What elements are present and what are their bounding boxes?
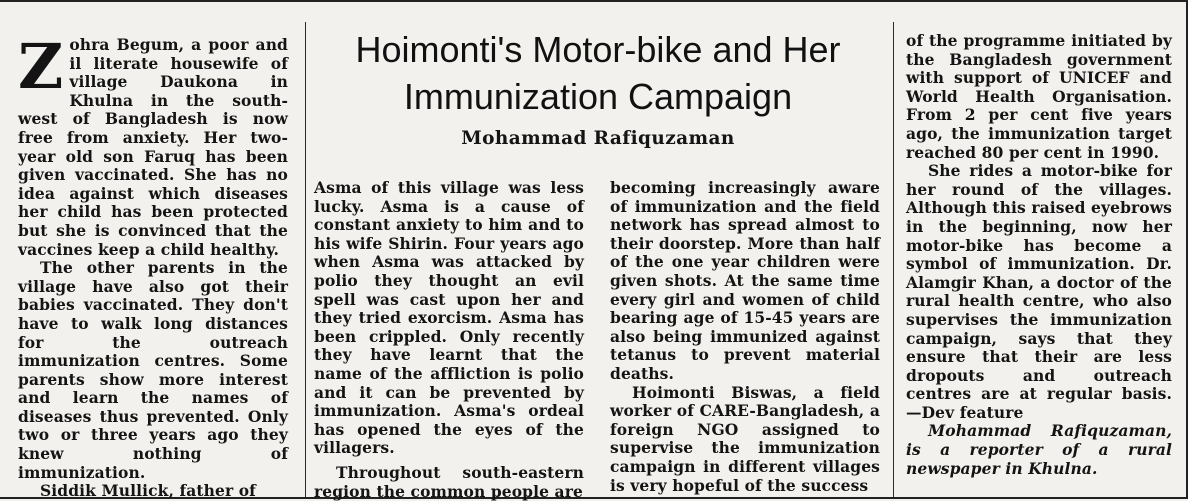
paragraph: Asma of this village was less lucky. Asma is a cause of constant anxiety to him and to his wife Shirin. Four years ago when Asma was attacked by polio they thought an evil spell was cast upon her and they tried exorcism. Asma has been crippled. Only recently they have learnt that the name of the affliction is polio and it can be prevented by immunization. Asma's ordeal has opened the eyes of the villagers. — [314, 178, 584, 458]
column-3 — [610, 179, 880, 495]
paragraph: Hoimonti Biswas, a field worker of CARE-Bangladesh, a foreign NGO assigned to supervise the immunization campaign in different villages is very hopeful of the success — [610, 382, 880, 495]
article-headline — [318, 26, 878, 120]
column-rule-2 — [893, 22, 894, 497]
column-1 — [18, 30, 288, 501]
paragraph: becoming increasingly aware of immunization and the field network has spread almost to their doorstep. More than half of the one year children were given shots. At the same time every girl and women of child bearing age of 15-45 years are also being immunized against tetanus to prevent material deaths. — [610, 178, 880, 383]
paragraph — [18, 30, 288, 259]
paragraph: of the programme initiated by the Bangladesh government with support of UNICEF and World Health Organisation. From 2 per cent five years ago, the immunization target reached 80 per cent in 1990. — [906, 31, 1172, 162]
paragraph: She rides a motor-bike for her round of the villages. Although this raised eyebrows in the beginning, now her motor-bike has become a symbol of immunization. Dr. Alamgir Khan, a doctor of the rural health centre, who also supervises the immunization campaign, says that they ensure that their are less dropouts and outreach centres are at regular basis. —Dev feature — [906, 161, 1172, 422]
headline-line-1: Hoimonti's Motor-bike and Her — [355, 29, 841, 70]
paragraph: The other parents in the village have also got their babies vaccinated. They don't have to walk long distances for the outreach immunization centres. Some parents show more interest and learn the names of diseases thus prevented. Only two or three years ago they knew nothing of immunization. — [18, 258, 288, 482]
headline-line-2: Immunization Campaign — [403, 76, 793, 117]
column-4 — [906, 32, 1172, 478]
drop-cap: Z — [18, 30, 64, 103]
paragraph: Siddik Mullick, father of — [40, 481, 256, 501]
column-rule-1 — [305, 22, 306, 497]
author-note: Mohammad Rafiquzaman, is a reporter of a rural newspaper in Khulna. — [906, 421, 1172, 478]
column-2 — [314, 179, 584, 501]
article-byline: Mohammad Rafiquzaman — [461, 128, 735, 149]
paragraph: Throughout south-eastern region the common people are — [314, 462, 584, 501]
paragraph-text: ohra Begum, a poor and il literate housewife of village Daukona in Khulna in the south-west of Bangladesh is now free from anxiety. Her two-year old son Faruq has been given vaccinated. She has no idea against which diseases her child has been protected but she is convinced that the vaccines keep a child healthy. — [18, 35, 288, 259]
